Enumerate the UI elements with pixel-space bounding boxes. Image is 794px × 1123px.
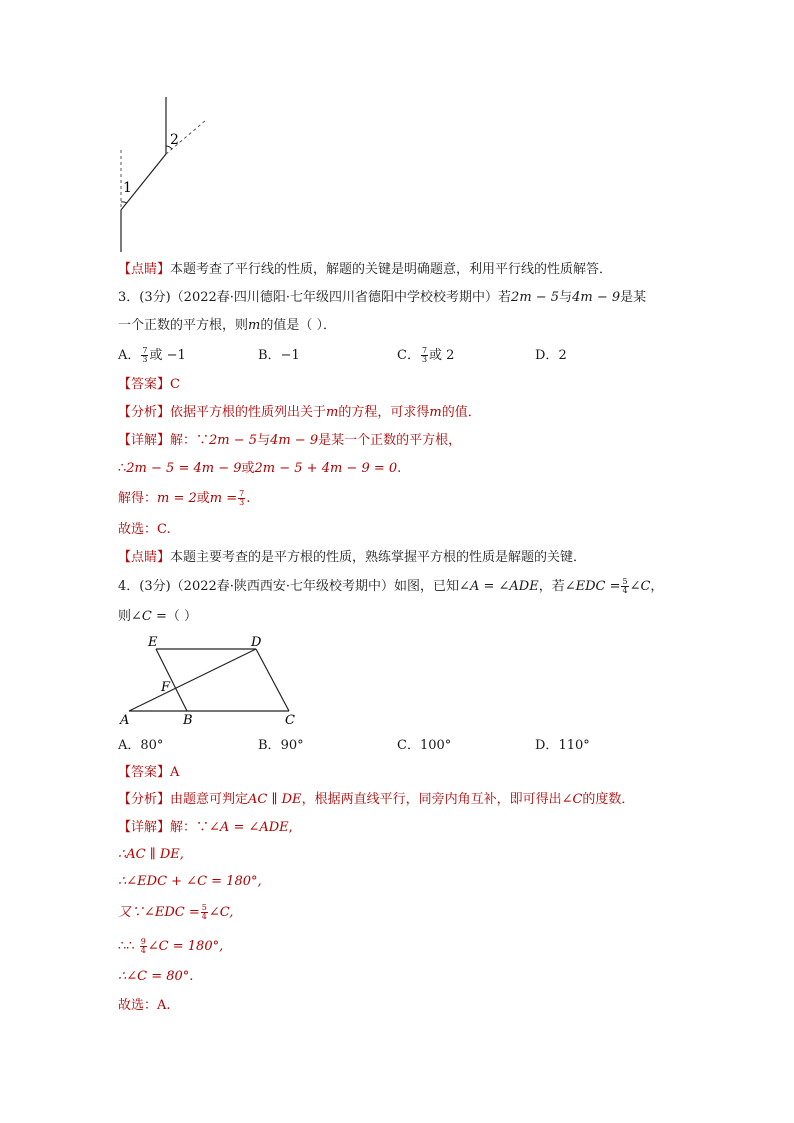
q3-analysis: 【分析】依据平方根的性质列出关于m的方程，可求得m的值． bbox=[118, 405, 481, 420]
point-F: F bbox=[161, 680, 171, 695]
question-3-stem-line1: 3．(3分)（2022春·四川德阳·七年级四川省德阳中学校校考期中）若2m − 5与4m − 9是某 bbox=[118, 290, 647, 305]
question-3-option-a: A． $\frac{7}{3}$ 或 −1 bbox=[118, 346, 186, 364]
fraction: $\frac{5}{4}$ bbox=[622, 577, 628, 595]
question-4-option-a: A．80° bbox=[118, 738, 164, 753]
q4-answer: 【答案】A bbox=[118, 765, 180, 780]
q3-answer: 【答案】C bbox=[118, 377, 180, 392]
q4-analysis: 【分析】由题意可判定AC ∥ DE，根据两直线平行，同旁内角互补，即可得出∠C的度数． bbox=[118, 792, 635, 807]
q3-detail: 【详解】解：∵2m − 5与4m − 9是某一个正数的平方根， bbox=[118, 433, 462, 448]
q4-step-5: ∴∠C = 80°. bbox=[118, 969, 194, 984]
fraction: $\frac{5}{4}$ bbox=[201, 903, 207, 921]
q3-remark: 【点睛】本题主要考查的是平方根的性质，熟练掌握平方根的性质是解题的关键． bbox=[118, 550, 587, 565]
question-4-stem-line2: 则∠C =（ ） bbox=[118, 609, 198, 624]
angle-2-label: 2 bbox=[170, 132, 179, 148]
fraction: $\frac{7}{3}$ bbox=[142, 346, 148, 364]
question-4-option-d: D．110° bbox=[535, 738, 590, 753]
point-C: C bbox=[285, 713, 295, 728]
q3-choose: 故选：C. bbox=[118, 522, 171, 537]
question-4-option-b: B．90° bbox=[258, 738, 304, 753]
segment-AD bbox=[129, 649, 256, 711]
fraction: $\frac{9}{4}$ bbox=[140, 937, 146, 955]
q3-step-1: ∴2m − 5 = 4m − 9或2m − 5 + 4m − 9 = 0. bbox=[118, 461, 402, 476]
q4-step-1: ∴AC ∥ DE, bbox=[118, 847, 184, 862]
q4-step-2: ∴∠EDC + ∠C = 180°, bbox=[118, 874, 262, 889]
q4-step-4: ∴∴ $\frac{9}{4}$ ∠C = 180°, bbox=[118, 937, 224, 955]
question-4-stem-line1: 4．(3分)（2022春·陕西西安·七年级校考期中）如图，已知∠A = ∠ADE，若∠EDC = $\frac{5}{4}$ ∠C， bbox=[118, 577, 664, 595]
angle-1-label: 1 bbox=[123, 180, 132, 196]
q4-choose: 故选：A. bbox=[118, 998, 171, 1013]
angle-1-arc bbox=[121, 202, 127, 203]
question-3-option-b: B．−1 bbox=[258, 348, 300, 363]
point-B: B bbox=[183, 713, 193, 728]
question-4-option-c: C．100° bbox=[397, 738, 452, 753]
point-E: E bbox=[148, 635, 158, 650]
parallel-lines-figure bbox=[110, 92, 220, 257]
point-D: D bbox=[251, 635, 262, 650]
fraction: $\frac{7}{3}$ bbox=[239, 489, 245, 507]
point-A: A bbox=[120, 713, 130, 728]
remark-tag: 【点睛】 bbox=[118, 262, 171, 277]
question-3-option-c: C． $\frac{7}{3}$ 或 2 bbox=[397, 346, 455, 364]
geometry-figure-q4 bbox=[115, 632, 315, 732]
remark-1 bbox=[118, 261, 612, 279]
q4-detail: 【详解】解：∵∠A = ∠ADE, bbox=[118, 820, 293, 835]
question-3-option-d: D．2 bbox=[535, 348, 567, 363]
q4-step-3: 又∵∠EDC = $\frac{5}{4}$ ∠C, bbox=[118, 903, 234, 921]
fraction: $\frac{7}{3}$ bbox=[421, 346, 428, 364]
segment-DC bbox=[256, 649, 289, 711]
q3-step-2: 解得：m = 2或m = $\frac{7}{3}$ . bbox=[118, 489, 251, 507]
remark-text: 本题考查了平行线的性质，解题的关键是明确题意，利用平行线的性质解答． bbox=[170, 262, 613, 277]
question-3-stem-line2: 一个正数的平方根，则m的值是（ ）． bbox=[118, 318, 336, 333]
